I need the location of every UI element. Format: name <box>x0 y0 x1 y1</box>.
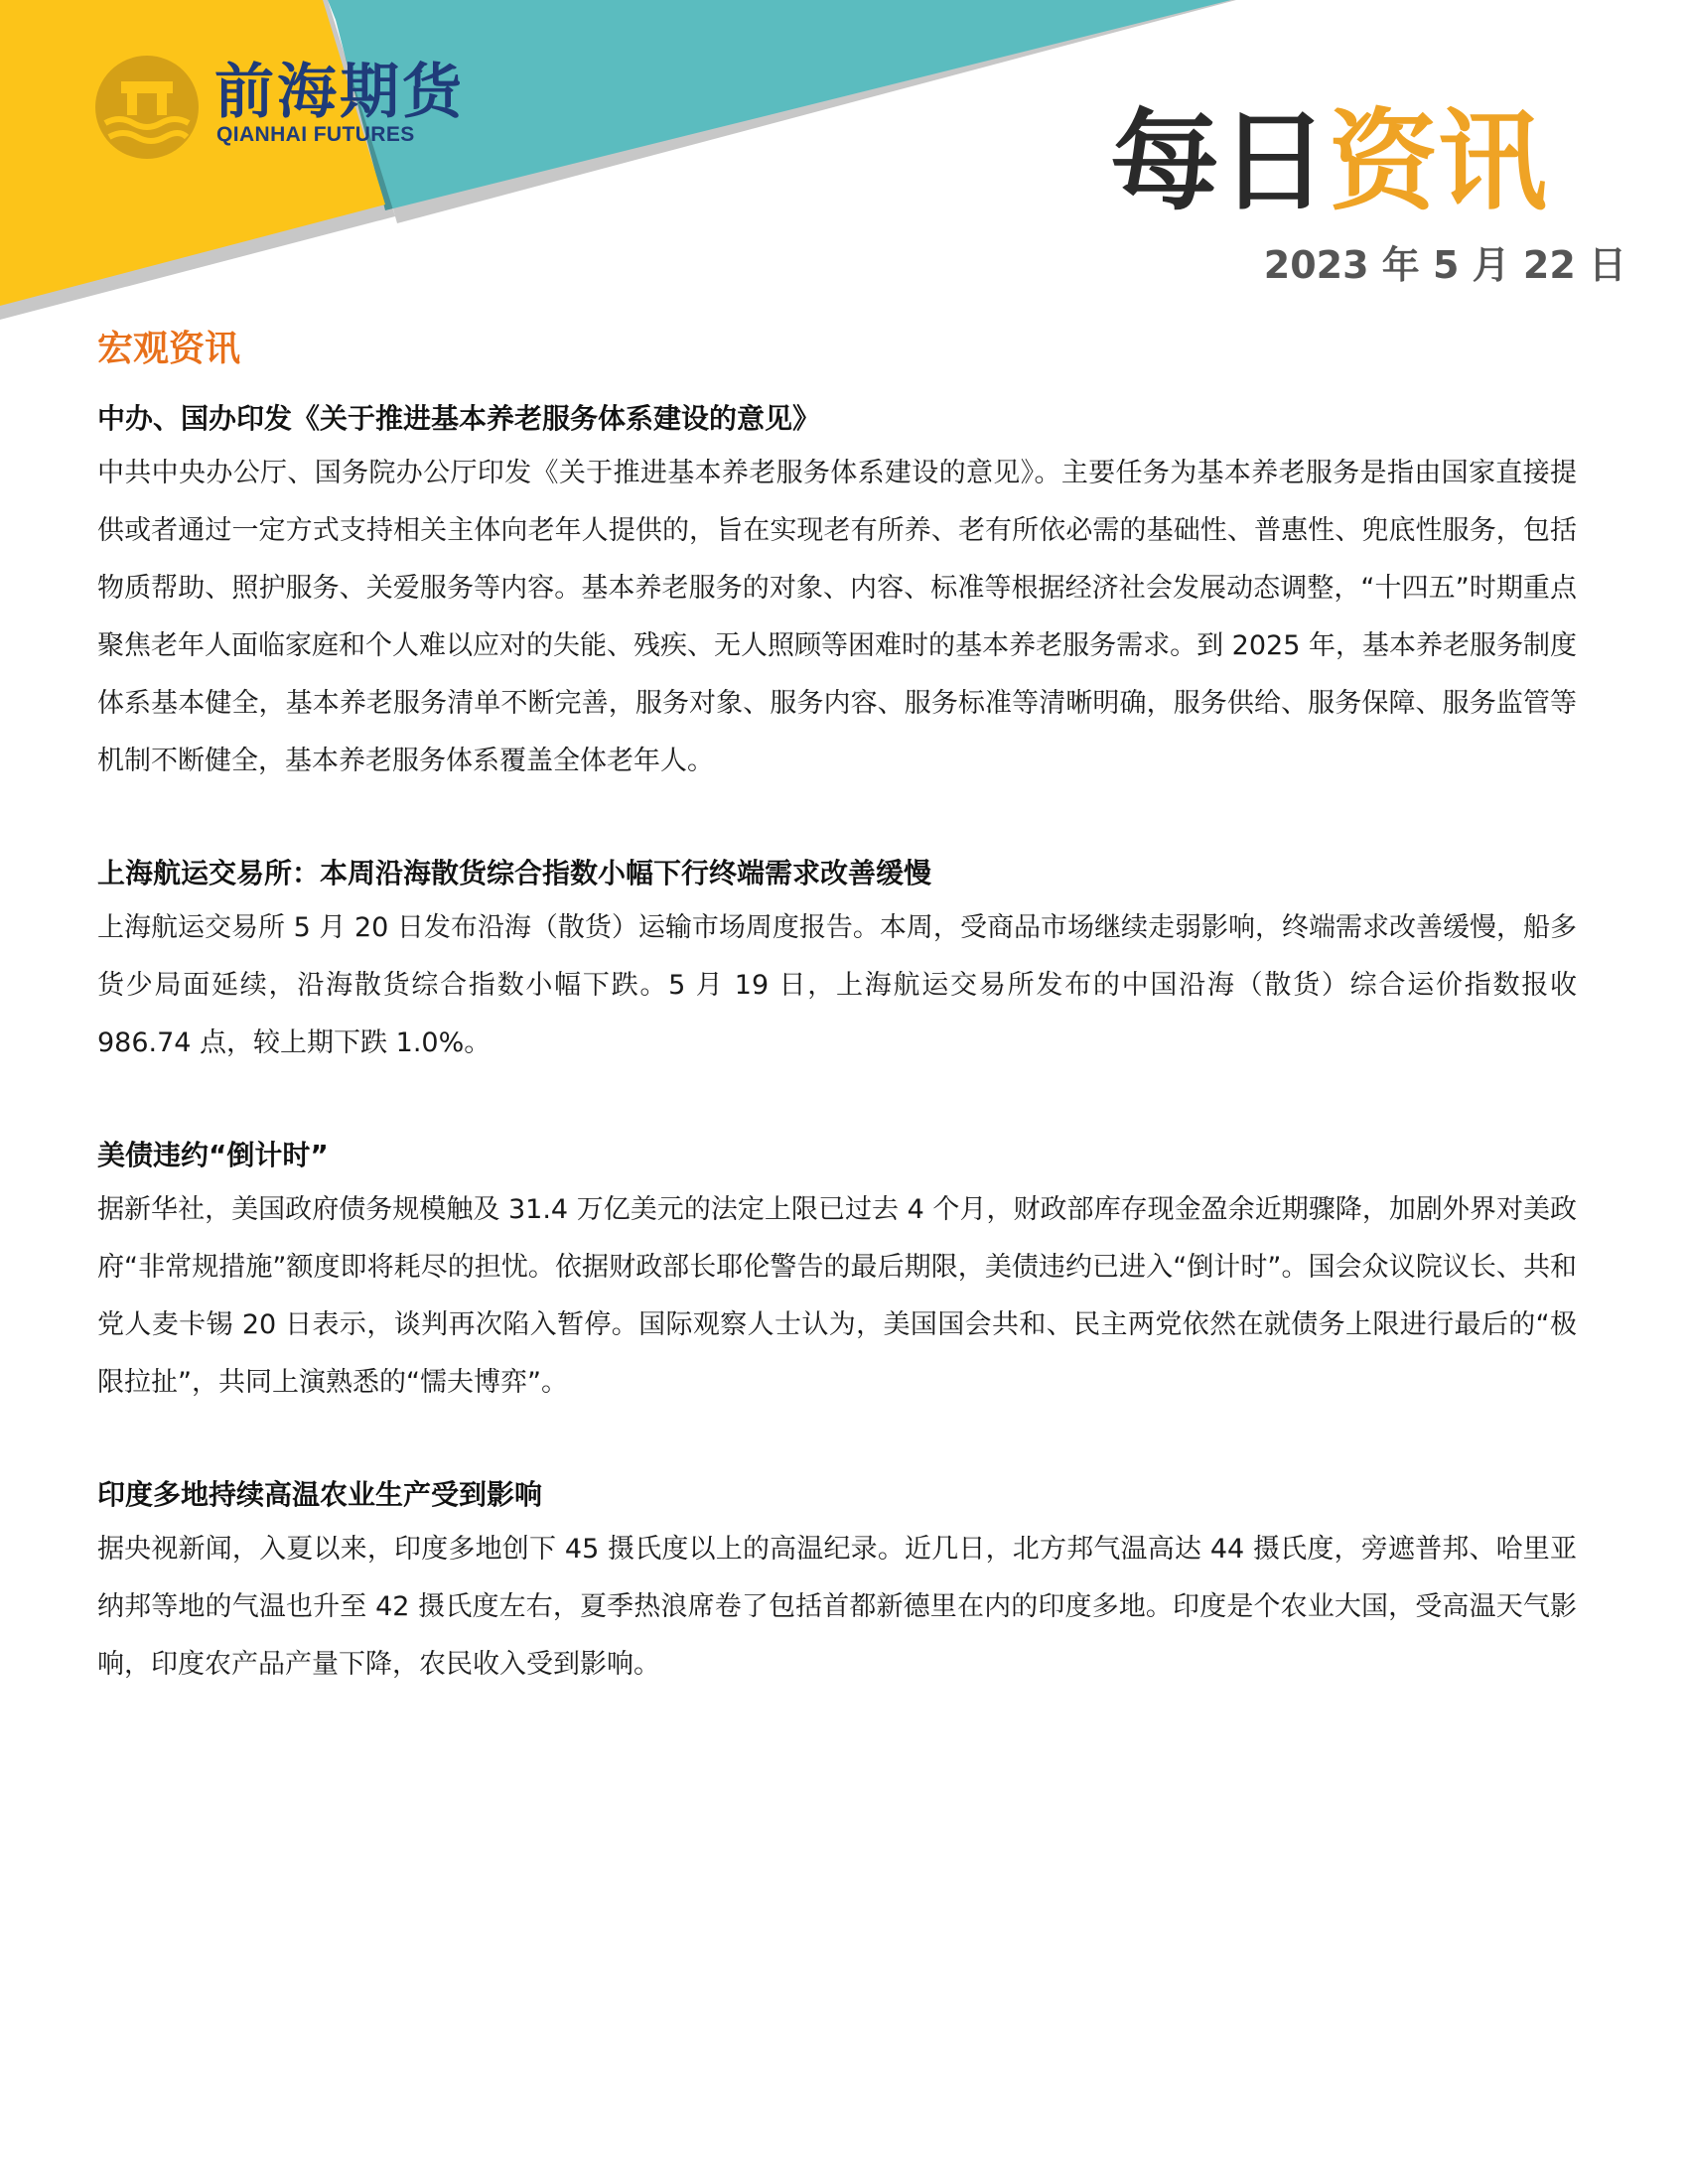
page-title-part1: 每日 <box>1110 98 1329 225</box>
report-date: 2023 年 5 月 22 日 <box>1263 243 1626 287</box>
article-body: 中共中央办公厅、国务院办公厅印发《关于推进基本养老服务体系建设的意见》。主要任务为基本养老服务是指由国家直接提供或者通过一定方式支持相关主体向老年人提供的，旨在实现老有所养、老有所依必需的基础性、普惠性、兜底性服务，包括物质帮助、照护服务、关爱服务等内容。基本养老服务的对象、内容、标准等根据经济社会发展动态调整，“十四五”时期重点聚焦老年人面临家庭和个人难以应对的失能、残疾、无人照顾等困难时的基本养老服务需求。到 2025 年，基本养老服务制度体系基本健全，基本养老服务清单不断完善，服务对象、服务内容、服务标准等清晰明确，服务供给、服务保障、服务监管等机制不断健全，基本养老服务体系覆盖全体老年人。 <box>97 458 1577 776</box>
main-content <box>97 324 1577 1751</box>
article <box>97 1130 1577 1412</box>
article <box>97 1469 1577 1694</box>
article-title: 印度多地持续高温农业生产受到影响 <box>97 1478 543 1511</box>
article <box>97 393 1577 790</box>
page-title-part2: 资讯 <box>1329 98 1547 225</box>
section-title: 宏观资讯 <box>97 329 241 369</box>
company-logo-cn: 前海期货 <box>214 58 465 127</box>
article-title: 上海航运交易所：本周沿海散货综合指数小幅下行终端需求改善缓慢 <box>97 857 932 889</box>
company-logo-en: QIANHAI FUTURES <box>216 123 415 146</box>
article <box>97 848 1577 1072</box>
article-body: 据新华社，美国政府债务规模触及 31.4 万亿美元的法定上限已过去 4 个月，财政部库存现金盈余近期骤降，加剧外界对美政府“非常规措施”额度即将耗尽的担忧。依据财政部长耶伦警告的最后期限，美债违约已进入“倒计时”。国会众议院议长、共和党人麦卡锡 20 日表示，谈判再次陷入暂停。国际观察人士认为，美国国会共和、民主两党依然在就债务上限进行最后的“极限拉扯”，共同上演熟悉的“懦夫博弈”。 <box>97 1194 1577 1398</box>
page-title <box>1110 98 1547 225</box>
article-title: 美债违约“倒计时” <box>97 1139 329 1171</box>
article-title: 中办、国办印发《关于推进基本养老服务体系建设的意见》 <box>97 402 821 435</box>
article-body: 据央视新闻，入夏以来，印度多地创下 45 摄氏度以上的高温纪录。近几日，北方邦气温高达 44 摄氏度，旁遮普邦、哈里亚纳邦等地的气温也升至 42 摄氏度左右，夏季热浪席卷了包括首都新德里在内的印度多地。印度是个农业大国，受高温天气影响，印度农产品产量下降，农民收入受到影响。 <box>97 1534 1577 1680</box>
article-body: 上海航运交易所 5 月 20 日发布沿海（散货）运输市场周度报告。本周，受商品市场继续走弱影响，终端需求改善缓慢，船多货少局面延续，沿海散货综合指数小幅下跌。5 月 19 日，上海航运交易所发布的中国沿海（散货）综合运价指数报收 986.74 点，较上期下跌 1.0%。 <box>97 912 1577 1058</box>
qianhai-logo-icon <box>91 52 203 163</box>
